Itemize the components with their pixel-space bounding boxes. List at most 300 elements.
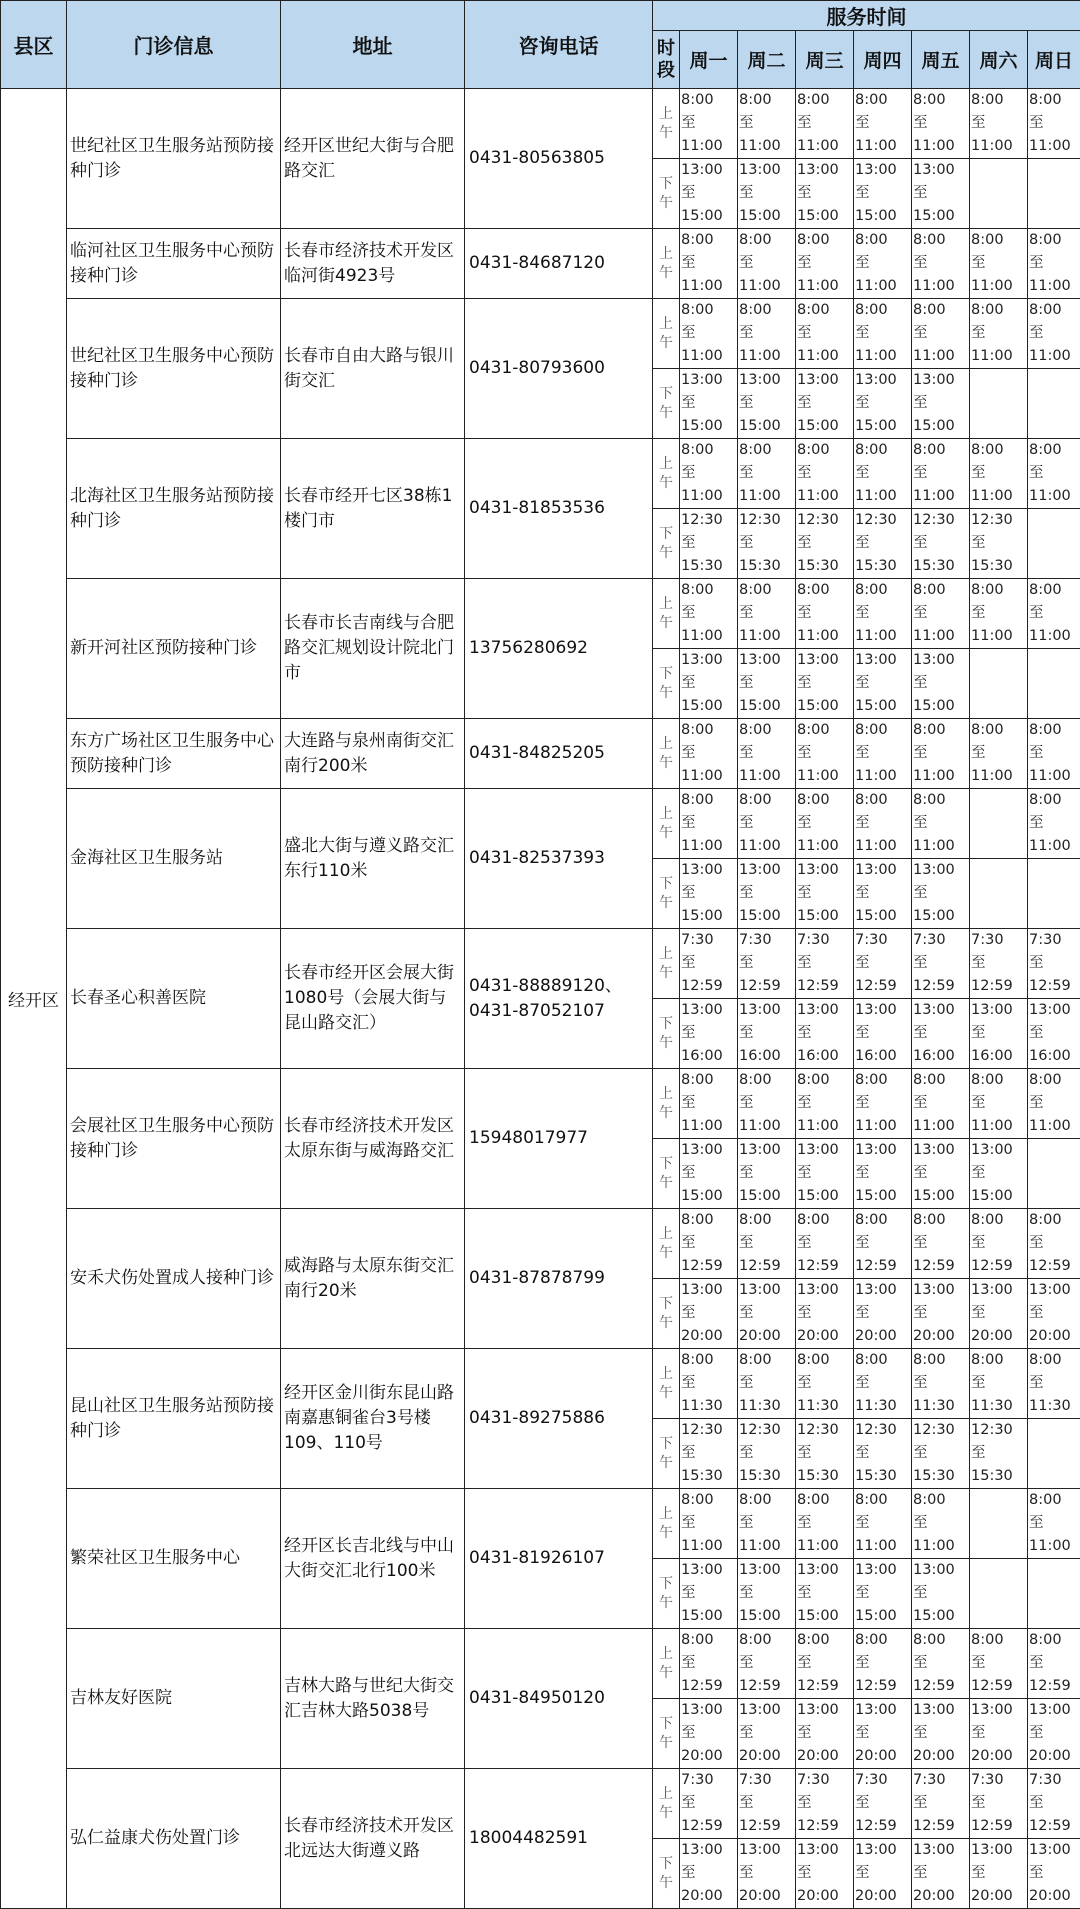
time-end: 12:59 xyxy=(1029,1255,1079,1278)
time-start: 13:00 xyxy=(971,1839,1026,1862)
time-end: 12:59 xyxy=(1029,1815,1079,1838)
time-end: 11:30 xyxy=(1029,1395,1079,1418)
time-start: 8:00 xyxy=(681,89,736,112)
phone-cell: 0431-87878799 xyxy=(465,1209,653,1349)
time-end: 12:59 xyxy=(1029,1675,1079,1698)
time-start: 13:00 xyxy=(681,1699,736,1722)
time-separator: 至 xyxy=(971,1092,1026,1115)
phone-cell: 0431-88889120、0431-87052107 xyxy=(465,929,653,1069)
time-cell xyxy=(854,229,912,299)
time-cell xyxy=(854,1769,912,1839)
time-separator: 至 xyxy=(681,1722,736,1745)
time-end: 15:30 xyxy=(855,1465,910,1488)
time-start: 8:00 xyxy=(855,1209,910,1232)
time-separator: 至 xyxy=(739,182,794,205)
time-end: 11:00 xyxy=(1029,1115,1079,1138)
time-start: 8:00 xyxy=(739,1069,794,1092)
period-cell: 上午 xyxy=(653,89,680,159)
time-cell xyxy=(854,649,912,719)
time-separator: 至 xyxy=(739,952,794,975)
time-end: 15:00 xyxy=(797,905,852,928)
time-cell xyxy=(912,1629,970,1699)
time-end: 20:00 xyxy=(855,1745,910,1768)
day-header: 周四 xyxy=(854,31,912,89)
time-cell xyxy=(854,789,912,859)
address-cell: 大连路与泉州南街交汇南行200米 xyxy=(281,719,465,789)
county-header: 县区 xyxy=(1,1,67,89)
time-separator: 至 xyxy=(797,1232,852,1255)
time-end: 11:00 xyxy=(739,345,794,368)
time-end: 20:00 xyxy=(681,1745,736,1768)
time-end: 11:00 xyxy=(797,625,852,648)
time-cell xyxy=(1028,1699,1080,1769)
clinic-name-cell: 北海社区卫生服务站预防接种门诊 xyxy=(67,439,281,579)
phone-header: 咨询电话 xyxy=(465,1,653,89)
time-cell xyxy=(912,999,970,1069)
time-separator: 至 xyxy=(855,1862,910,1885)
table-row xyxy=(1,789,1080,859)
time-start: 7:30 xyxy=(971,929,1026,952)
time-separator: 至 xyxy=(739,1862,794,1885)
time-separator: 至 xyxy=(797,1022,852,1045)
time-start: 8:00 xyxy=(739,1209,794,1232)
time-start: 13:00 xyxy=(797,1699,852,1722)
time-start: 7:30 xyxy=(681,929,736,952)
time-end: 20:00 xyxy=(797,1885,852,1908)
time-separator: 至 xyxy=(971,1372,1026,1395)
time-separator: 至 xyxy=(681,532,736,555)
time-separator: 至 xyxy=(913,952,968,975)
time-end: 11:00 xyxy=(1029,485,1079,508)
time-separator: 至 xyxy=(913,392,968,415)
time-end: 12:59 xyxy=(681,1675,736,1698)
time-start: 13:00 xyxy=(797,1559,852,1582)
time-end: 15:00 xyxy=(739,1605,794,1628)
time-end: 12:59 xyxy=(971,975,1026,998)
time-start: 12:30 xyxy=(855,509,910,532)
time-end: 16:00 xyxy=(971,1045,1026,1068)
time-start: 13:00 xyxy=(1029,1699,1079,1722)
table-row xyxy=(1,299,1080,369)
time-separator: 至 xyxy=(797,392,852,415)
time-cell xyxy=(970,299,1028,369)
time-end: 15:00 xyxy=(739,695,794,718)
time-cell xyxy=(796,1209,854,1279)
time-start: 8:00 xyxy=(913,439,968,462)
time-end: 11:00 xyxy=(855,275,910,298)
time-separator: 至 xyxy=(797,602,852,625)
period-cell: 上午 xyxy=(653,1629,680,1699)
phone-cell: 0431-84950120 xyxy=(465,1629,653,1769)
time-cell xyxy=(854,1419,912,1489)
time-end: 11:00 xyxy=(971,135,1026,158)
time-cell xyxy=(1028,1209,1080,1279)
time-end: 15:30 xyxy=(913,555,968,578)
time-end: 15:30 xyxy=(913,1465,968,1488)
time-separator: 至 xyxy=(913,322,968,345)
time-start: 7:30 xyxy=(797,929,852,952)
time-cell xyxy=(1028,649,1080,719)
time-separator: 至 xyxy=(971,1652,1026,1675)
time-cell xyxy=(796,1629,854,1699)
table-row xyxy=(1,929,1080,999)
time-cell xyxy=(680,439,738,509)
time-separator: 至 xyxy=(855,1092,910,1115)
time-end: 11:00 xyxy=(855,485,910,508)
time-separator: 至 xyxy=(913,1652,968,1675)
time-end: 11:00 xyxy=(681,765,736,788)
time-end: 15:00 xyxy=(797,695,852,718)
time-cell xyxy=(970,439,1028,509)
time-cell xyxy=(912,509,970,579)
time-separator: 至 xyxy=(681,812,736,835)
period-cell: 上午 xyxy=(653,439,680,509)
time-start: 8:00 xyxy=(971,299,1026,322)
time-separator: 至 xyxy=(739,392,794,415)
time-cell xyxy=(912,1419,970,1489)
time-cell xyxy=(970,1839,1028,1909)
time-start: 8:00 xyxy=(913,1629,968,1652)
time-cell xyxy=(970,1349,1028,1419)
clinic-name-cell: 长春圣心积善医院 xyxy=(67,929,281,1069)
time-end: 11:00 xyxy=(855,135,910,158)
time-cell xyxy=(1028,1069,1080,1139)
time-end: 11:00 xyxy=(1029,135,1079,158)
time-cell xyxy=(680,299,738,369)
time-end: 11:00 xyxy=(855,1535,910,1558)
time-cell xyxy=(796,1699,854,1769)
time-cell xyxy=(796,1839,854,1909)
time-end: 12:59 xyxy=(739,975,794,998)
time-separator: 至 xyxy=(971,742,1026,765)
time-separator: 至 xyxy=(855,1442,910,1465)
time-separator: 至 xyxy=(1029,1722,1079,1745)
time-separator: 至 xyxy=(681,1302,736,1325)
time-start: 8:00 xyxy=(797,299,852,322)
time-start: 13:00 xyxy=(681,1839,736,1862)
time-cell xyxy=(796,1559,854,1629)
time-start: 13:00 xyxy=(739,1559,794,1582)
time-separator: 至 xyxy=(681,1652,736,1675)
time-cell xyxy=(970,1559,1028,1629)
time-cell xyxy=(854,719,912,789)
table-row xyxy=(1,229,1080,299)
time-start: 13:00 xyxy=(913,1139,968,1162)
time-cell xyxy=(1028,1629,1080,1699)
time-cell xyxy=(680,89,738,159)
time-end: 11:00 xyxy=(681,275,736,298)
time-separator: 至 xyxy=(681,1792,736,1815)
clinic-name-cell: 世纪社区卫生服务中心预防接种门诊 xyxy=(67,299,281,439)
time-start: 13:00 xyxy=(971,1279,1026,1302)
time-end: 16:00 xyxy=(855,1045,910,1068)
period-cell: 上午 xyxy=(653,299,680,369)
time-cell xyxy=(854,299,912,369)
time-end: 15:30 xyxy=(739,555,794,578)
address-cell: 吉林大路与世纪大街交汇吉林大路5038号 xyxy=(281,1629,465,1769)
time-end: 15:30 xyxy=(971,555,1026,578)
time-start: 8:00 xyxy=(855,1349,910,1372)
time-separator: 至 xyxy=(797,672,852,695)
time-cell xyxy=(970,1139,1028,1209)
time-cell xyxy=(970,789,1028,859)
time-start: 12:30 xyxy=(681,1419,736,1442)
time-separator: 至 xyxy=(797,742,852,765)
time-end: 11:00 xyxy=(855,1115,910,1138)
clinic-name-cell: 会展社区卫生服务中心预防接种门诊 xyxy=(67,1069,281,1209)
time-separator: 至 xyxy=(681,462,736,485)
time-start: 8:00 xyxy=(739,789,794,812)
time-cell xyxy=(1028,859,1080,929)
time-end: 12:59 xyxy=(681,975,736,998)
clinic-name-cell: 金海社区卫生服务站 xyxy=(67,789,281,929)
day-header: 周日 xyxy=(1028,31,1080,89)
time-cell xyxy=(970,1629,1028,1699)
time-start: 12:30 xyxy=(681,509,736,532)
time-cell xyxy=(970,229,1028,299)
time-separator: 至 xyxy=(1029,1092,1079,1115)
time-separator: 至 xyxy=(1029,1022,1079,1045)
time-cell xyxy=(738,89,796,159)
time-end: 20:00 xyxy=(739,1745,794,1768)
time-cell xyxy=(970,1069,1028,1139)
time-cell xyxy=(796,1769,854,1839)
time-start: 7:30 xyxy=(739,1769,794,1792)
time-cell xyxy=(680,369,738,439)
time-end: 12:59 xyxy=(855,1815,910,1838)
time-cell xyxy=(854,1699,912,1769)
time-cell xyxy=(970,89,1028,159)
time-start: 8:00 xyxy=(971,1349,1026,1372)
time-start: 8:00 xyxy=(681,719,736,742)
time-end: 11:00 xyxy=(681,135,736,158)
time-cell xyxy=(680,1699,738,1769)
time-start: 13:00 xyxy=(913,1699,968,1722)
time-end: 15:00 xyxy=(739,905,794,928)
time-cell xyxy=(738,299,796,369)
time-cell xyxy=(796,649,854,719)
time-separator: 至 xyxy=(1029,322,1079,345)
time-end: 11:00 xyxy=(913,765,968,788)
time-separator: 至 xyxy=(913,1232,968,1255)
time-separator: 至 xyxy=(913,1162,968,1185)
time-cell xyxy=(680,1279,738,1349)
time-cell xyxy=(680,159,738,229)
time-cell xyxy=(854,859,912,929)
time-start: 13:00 xyxy=(681,1139,736,1162)
time-start: 12:30 xyxy=(797,1419,852,1442)
time-cell xyxy=(1028,1279,1080,1349)
time-end: 15:00 xyxy=(797,205,852,228)
time-separator: 至 xyxy=(1029,1512,1079,1535)
time-start: 13:00 xyxy=(855,999,910,1022)
time-end: 12:59 xyxy=(739,1815,794,1838)
time-cell xyxy=(738,1069,796,1139)
address-cell: 长春市经开区会展大街1080号（会展大街与昆山路交汇） xyxy=(281,929,465,1069)
time-separator: 至 xyxy=(739,1442,794,1465)
time-cell xyxy=(1028,999,1080,1069)
time-end: 15:00 xyxy=(855,695,910,718)
time-end: 20:00 xyxy=(681,1325,736,1348)
time-start: 8:00 xyxy=(1029,1629,1079,1652)
time-end: 15:00 xyxy=(681,415,736,438)
time-start: 8:00 xyxy=(797,89,852,112)
time-end: 15:00 xyxy=(913,415,968,438)
table-row xyxy=(1,719,1080,789)
time-start: 12:30 xyxy=(739,1419,794,1442)
time-start: 12:30 xyxy=(797,509,852,532)
address-cell: 长春市自由大路与银川街交汇 xyxy=(281,299,465,439)
time-cell xyxy=(1028,89,1080,159)
time-end: 12:59 xyxy=(739,1675,794,1698)
time-start: 7:30 xyxy=(855,929,910,952)
time-start: 8:00 xyxy=(913,89,968,112)
time-end: 20:00 xyxy=(855,1325,910,1348)
time-separator: 至 xyxy=(797,812,852,835)
time-cell xyxy=(680,719,738,789)
time-end: 15:30 xyxy=(971,1465,1026,1488)
time-start: 8:00 xyxy=(1029,719,1079,742)
address-cell: 长春市经济技术开发区北远达大街遵义路 xyxy=(281,1769,465,1909)
phone-cell: 0431-80793600 xyxy=(465,299,653,439)
time-start: 8:00 xyxy=(681,439,736,462)
time-start: 13:00 xyxy=(855,1699,910,1722)
time-cell xyxy=(912,1699,970,1769)
time-cell xyxy=(912,439,970,509)
time-cell xyxy=(854,1349,912,1419)
time-end: 12:59 xyxy=(913,1255,968,1278)
time-start: 12:30 xyxy=(971,1419,1026,1442)
time-separator: 至 xyxy=(681,1022,736,1045)
time-end: 11:00 xyxy=(913,1115,968,1138)
time-separator: 至 xyxy=(681,112,736,135)
time-start: 13:00 xyxy=(681,649,736,672)
time-cell xyxy=(912,1349,970,1419)
time-cell xyxy=(970,1209,1028,1279)
time-end: 15:30 xyxy=(855,555,910,578)
time-end: 15:00 xyxy=(855,1185,910,1208)
time-start: 13:00 xyxy=(913,859,968,882)
time-separator: 至 xyxy=(1029,1862,1079,1885)
time-start: 13:00 xyxy=(681,999,736,1022)
time-cell xyxy=(912,1769,970,1839)
time-end: 15:30 xyxy=(797,555,852,578)
time-cell xyxy=(854,509,912,579)
time-end: 20:00 xyxy=(971,1325,1026,1348)
time-cell xyxy=(738,1489,796,1559)
time-separator: 至 xyxy=(855,742,910,765)
time-start: 13:00 xyxy=(739,369,794,392)
time-start: 12:30 xyxy=(913,509,968,532)
time-separator: 至 xyxy=(1029,462,1079,485)
time-end: 11:00 xyxy=(913,345,968,368)
time-separator: 至 xyxy=(971,1862,1026,1885)
time-separator: 至 xyxy=(681,1582,736,1605)
time-cell xyxy=(680,1069,738,1139)
time-start: 13:00 xyxy=(739,859,794,882)
time-end: 11:00 xyxy=(913,485,968,508)
time-start: 8:00 xyxy=(797,719,852,742)
time-cell xyxy=(854,89,912,159)
time-separator: 至 xyxy=(855,462,910,485)
time-cell xyxy=(796,1069,854,1139)
time-end: 11:00 xyxy=(913,625,968,648)
time-start: 12:30 xyxy=(913,1419,968,1442)
time-separator: 至 xyxy=(797,1442,852,1465)
time-cell xyxy=(1028,509,1080,579)
time-start: 12:30 xyxy=(971,509,1026,532)
day-header: 周二 xyxy=(738,31,796,89)
time-cell xyxy=(912,1489,970,1559)
time-separator: 至 xyxy=(681,742,736,765)
time-end: 16:00 xyxy=(1029,1045,1079,1068)
time-end: 11:00 xyxy=(739,835,794,858)
time-end: 11:00 xyxy=(855,625,910,648)
time-cell xyxy=(912,1839,970,1909)
time-end: 12:59 xyxy=(913,1815,968,1838)
time-start: 8:00 xyxy=(797,229,852,252)
time-separator: 至 xyxy=(855,672,910,695)
time-start: 13:00 xyxy=(739,1279,794,1302)
time-separator: 至 xyxy=(913,602,968,625)
service-time-header: 服务时间 xyxy=(653,1,1080,31)
time-start: 13:00 xyxy=(913,159,968,182)
clinic-name-cell: 弘仁益康犬伤处置门诊 xyxy=(67,1769,281,1909)
time-cell xyxy=(970,1769,1028,1839)
time-separator: 至 xyxy=(739,672,794,695)
time-cell xyxy=(796,1489,854,1559)
time-start: 12:30 xyxy=(739,509,794,532)
time-start: 13:00 xyxy=(739,999,794,1022)
time-separator: 至 xyxy=(739,742,794,765)
time-separator: 至 xyxy=(681,602,736,625)
time-separator: 至 xyxy=(797,1862,852,1885)
time-start: 8:00 xyxy=(913,1209,968,1232)
time-end: 16:00 xyxy=(739,1045,794,1068)
time-end: 15:00 xyxy=(681,905,736,928)
time-start: 8:00 xyxy=(855,229,910,252)
time-end: 11:00 xyxy=(1029,345,1079,368)
time-separator: 至 xyxy=(1029,1302,1079,1325)
time-cell xyxy=(970,719,1028,789)
time-start: 8:00 xyxy=(739,89,794,112)
time-cell xyxy=(970,369,1028,439)
time-cell xyxy=(680,1769,738,1839)
time-cell xyxy=(1028,1349,1080,1419)
time-cell xyxy=(738,509,796,579)
time-cell xyxy=(970,1419,1028,1489)
time-cell xyxy=(738,1349,796,1419)
time-end: 12:59 xyxy=(681,1255,736,1278)
time-start: 8:00 xyxy=(855,1629,910,1652)
time-cell xyxy=(1028,789,1080,859)
time-separator: 至 xyxy=(681,1372,736,1395)
time-end: 11:00 xyxy=(739,1115,794,1138)
time-end: 11:00 xyxy=(1029,835,1079,858)
time-start: 8:00 xyxy=(797,1209,852,1232)
time-separator: 至 xyxy=(855,952,910,975)
table-row xyxy=(1,89,1080,159)
day-header: 周五 xyxy=(912,31,970,89)
time-cell xyxy=(912,229,970,299)
period-cell: 上午 xyxy=(653,1349,680,1419)
time-end: 11:00 xyxy=(797,835,852,858)
table-row xyxy=(1,1349,1080,1419)
time-end: 16:00 xyxy=(797,1045,852,1068)
clinic-name-cell: 新开河社区预防接种门诊 xyxy=(67,579,281,719)
time-separator: 至 xyxy=(913,812,968,835)
phone-cell: 0431-89275886 xyxy=(465,1349,653,1489)
